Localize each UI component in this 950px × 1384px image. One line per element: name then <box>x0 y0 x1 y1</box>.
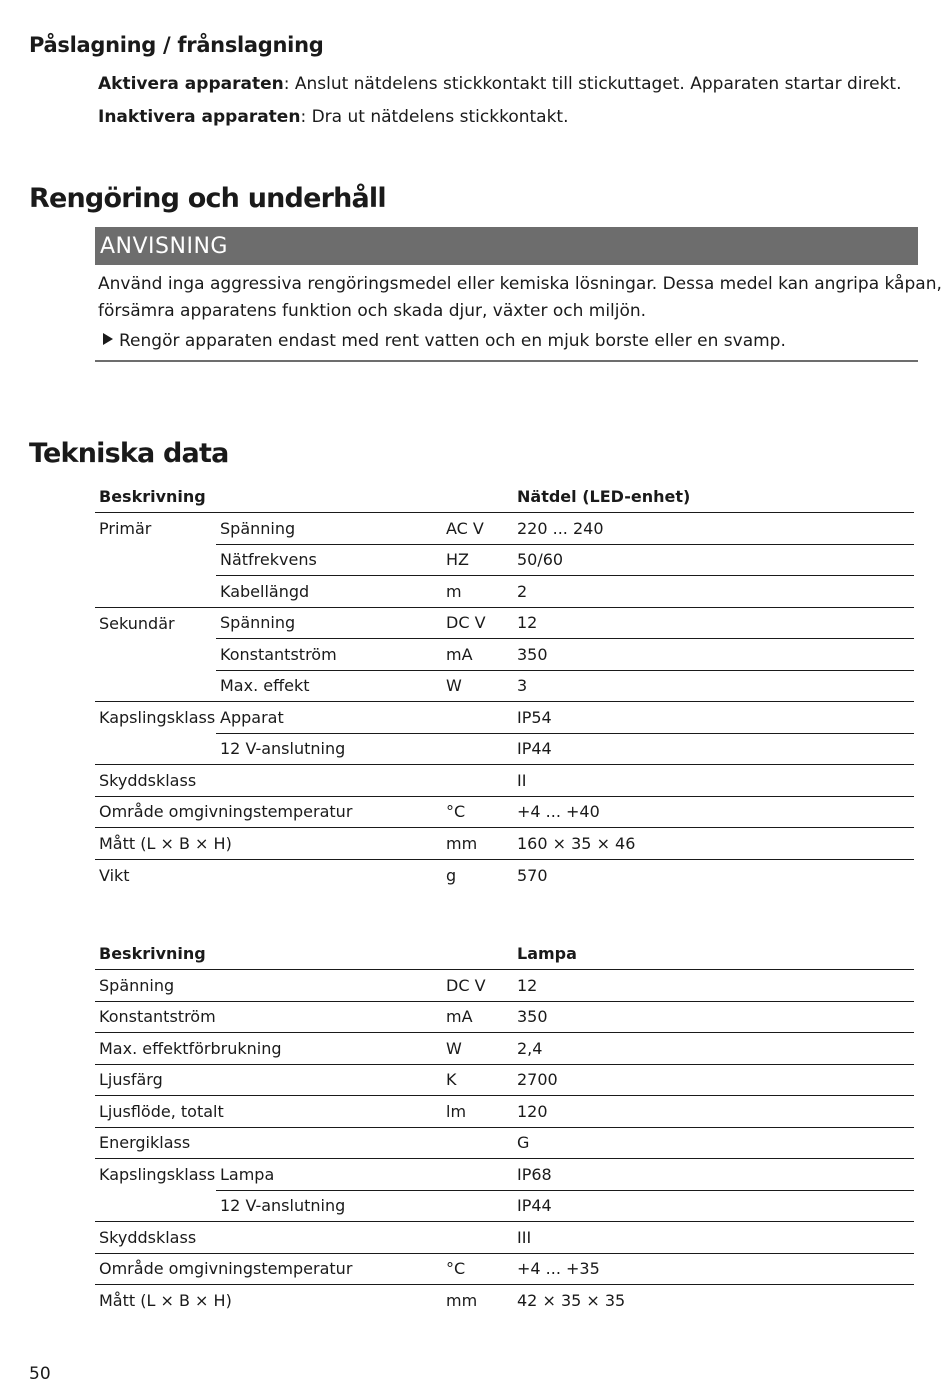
table-row <box>95 1253 914 1285</box>
row-unit <box>442 765 513 797</box>
row-parameter: Max. effekt <box>216 670 442 702</box>
row-unit: DC V <box>442 607 513 639</box>
row-value: II <box>513 765 914 797</box>
row-value: 350 <box>513 1001 914 1033</box>
table-row <box>95 576 914 608</box>
header-description: Beskrivning <box>99 487 206 506</box>
row-unit: HZ <box>442 544 513 576</box>
bullet-triangle-icon <box>103 333 113 345</box>
section-title-power: Påslagning / frånslagning <box>29 33 324 57</box>
row-unit: mA <box>442 1001 513 1033</box>
row-unit: AC V <box>442 513 513 545</box>
row-parameter: Spänning <box>216 607 442 639</box>
deactivate-paragraph <box>98 104 569 131</box>
row-value: IP68 <box>513 1159 914 1191</box>
row-unit <box>442 1159 513 1191</box>
row-unit: m <box>442 576 513 608</box>
deactivate-label: Inaktivera apparaten <box>98 107 301 127</box>
header-description: Beskrivning <box>99 944 206 963</box>
table-row <box>95 544 914 576</box>
table-header-row <box>95 938 914 970</box>
row-unit: lm <box>442 1096 513 1128</box>
notice-line-2: försämra apparatens funktion och skada djur, växter och miljön. <box>98 301 647 321</box>
row-unit: W <box>442 670 513 702</box>
row-value: 160 × 35 × 46 <box>513 828 914 860</box>
section-title-cleaning: Rengöring och underhåll <box>29 183 386 214</box>
header-value: Nätdel (LED-enhet) <box>517 487 691 506</box>
row-group: Primär <box>95 513 216 545</box>
spec-table-lamp <box>95 938 914 1316</box>
notice-bullet <box>103 328 786 355</box>
row-description: Energiklass <box>95 1127 442 1159</box>
table-row <box>95 1064 914 1096</box>
row-group <box>95 670 216 702</box>
row-value: G <box>513 1127 914 1159</box>
section-title-tech: Tekniska data <box>29 438 229 469</box>
activate-text: : Anslut nätdelens stickkontakt till stickuttaget. Apparaten startar direkt. <box>283 74 902 94</box>
table-row <box>95 765 914 797</box>
row-description: Mått (L × B × H) <box>95 828 442 860</box>
row-value: IP44 <box>513 733 914 765</box>
row-parameter: Lampa <box>216 1159 442 1191</box>
row-unit: W <box>442 1033 513 1065</box>
table-row <box>95 1190 914 1222</box>
row-parameter: 12 V-anslutning <box>216 1190 442 1222</box>
row-parameter: Apparat <box>216 702 442 734</box>
row-parameter: Konstantström <box>216 639 442 671</box>
row-unit: °C <box>442 1253 513 1285</box>
row-unit <box>442 1190 513 1222</box>
row-value: 3 <box>513 670 914 702</box>
row-value: 120 <box>513 1096 914 1128</box>
notice-bottom-rule <box>95 360 918 362</box>
row-unit: g <box>442 859 513 891</box>
activate-label: Aktivera apparaten <box>98 74 284 94</box>
row-value: 12 <box>513 970 914 1002</box>
row-value: 2 <box>513 576 914 608</box>
row-description: Ljusfärg <box>95 1064 442 1096</box>
row-description: Max. effektförbrukning <box>95 1033 442 1065</box>
row-value: 220 ... 240 <box>513 513 914 545</box>
table-row <box>95 859 914 891</box>
row-value: 50/60 <box>513 544 914 576</box>
table-row <box>95 1285 914 1317</box>
row-unit: DC V <box>442 970 513 1002</box>
row-description: Mått (L × B × H) <box>95 1285 442 1317</box>
table-row <box>95 1127 914 1159</box>
row-unit <box>442 702 513 734</box>
table-row <box>95 513 914 545</box>
table-row <box>95 796 914 828</box>
row-unit: mm <box>442 828 513 860</box>
row-description: Område omgivningstemperatur <box>95 1253 442 1285</box>
notice-line-1: Använd inga aggressiva rengöringsmedel eller kemiska lösningar. Dessa medel kan angripa kåpan, <box>98 274 942 294</box>
row-parameter: Nätfrekvens <box>216 544 442 576</box>
row-unit <box>442 733 513 765</box>
row-unit <box>442 1127 513 1159</box>
row-unit: K <box>442 1064 513 1096</box>
row-group: Kapslingsklass <box>95 702 216 734</box>
row-value: 2,4 <box>513 1033 914 1065</box>
table-header-row <box>95 481 914 513</box>
spec-table-power-unit <box>95 481 914 891</box>
row-value: III <box>513 1222 914 1254</box>
row-description: Område omgivningstemperatur <box>95 796 442 828</box>
row-group <box>95 639 216 671</box>
table-row <box>95 639 914 671</box>
row-group: Kapslingsklass <box>95 1159 216 1191</box>
row-description: Skyddsklass <box>95 1222 442 1254</box>
row-unit: mm <box>442 1285 513 1317</box>
row-unit: mA <box>442 639 513 671</box>
table-row <box>95 1222 914 1254</box>
row-value: 570 <box>513 859 914 891</box>
notice-title-bar: ANVISNING <box>95 227 918 265</box>
row-description: Ljusflöde, totalt <box>95 1096 442 1128</box>
table-row <box>95 970 914 1002</box>
row-parameter: Spänning <box>216 513 442 545</box>
row-description: Skyddsklass <box>95 765 442 797</box>
row-parameter: 12 V-anslutning <box>216 733 442 765</box>
row-description: Konstantström <box>95 1001 442 1033</box>
row-value: 2700 <box>513 1064 914 1096</box>
table-row <box>95 1096 914 1128</box>
row-group <box>95 1190 216 1222</box>
row-group <box>95 733 216 765</box>
page-number: 50 <box>29 1364 51 1384</box>
row-value: +4 ... +35 <box>513 1253 914 1285</box>
row-unit: °C <box>442 796 513 828</box>
row-description: Spänning <box>95 970 442 1002</box>
row-value: +4 ... +40 <box>513 796 914 828</box>
row-value: IP54 <box>513 702 914 734</box>
row-unit <box>442 1222 513 1254</box>
row-group <box>95 576 216 608</box>
row-value: IP44 <box>513 1190 914 1222</box>
table-row <box>95 733 914 765</box>
row-value: 42 × 35 × 35 <box>513 1285 914 1317</box>
row-value: 12 <box>513 607 914 639</box>
row-parameter: Kabellängd <box>216 576 442 608</box>
row-group <box>95 544 216 576</box>
table-row <box>95 670 914 702</box>
table-row <box>95 1001 914 1033</box>
table-row <box>95 1159 914 1191</box>
header-value: Lampa <box>517 944 577 963</box>
table-row <box>95 607 914 639</box>
table-row <box>95 1033 914 1065</box>
row-group: Sekundär <box>95 607 216 639</box>
activate-paragraph <box>98 71 901 98</box>
row-value: 350 <box>513 639 914 671</box>
deactivate-text: : Dra ut nätdelens stickkontakt. <box>300 107 569 127</box>
row-description: Vikt <box>95 859 442 891</box>
table-row <box>95 702 914 734</box>
table-row <box>95 828 914 860</box>
notice-bullet-text: Rengör apparaten endast med rent vatten och en mjuk borste eller en svamp. <box>119 331 786 351</box>
